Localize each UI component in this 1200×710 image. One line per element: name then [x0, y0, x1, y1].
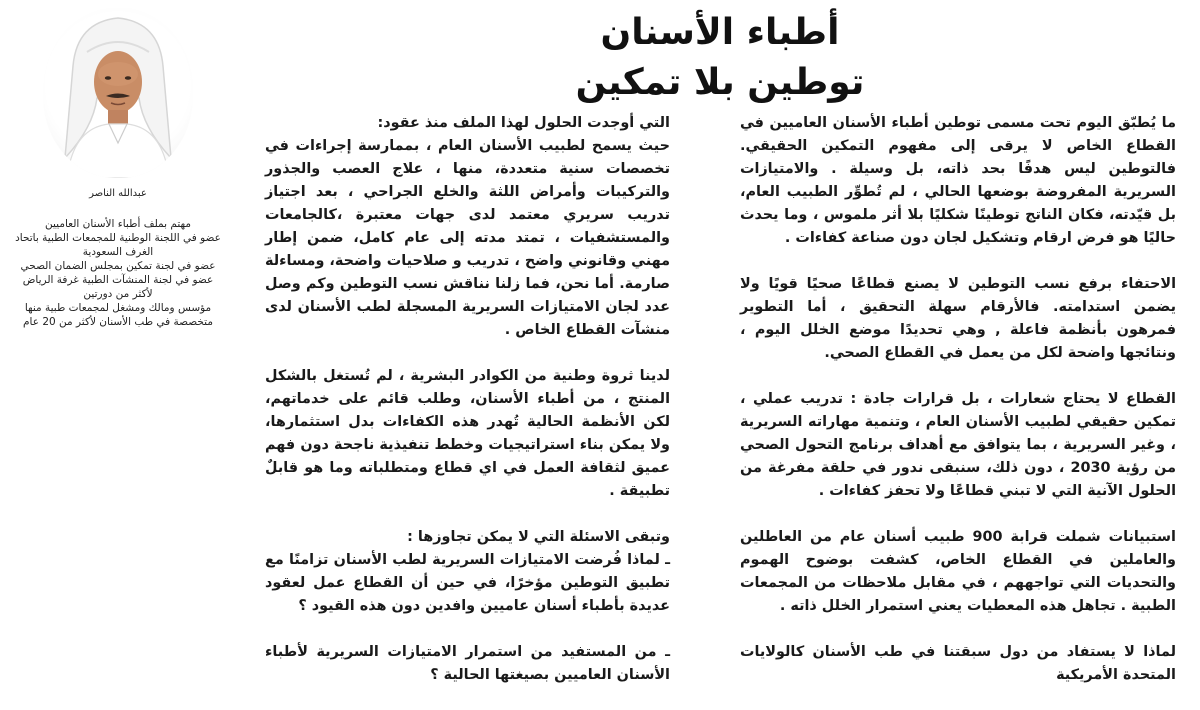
author-photo — [43, 8, 193, 178]
article-title — [440, 8, 1000, 108]
paragraph: القطاع لا يحتاج شعارات ، بل قرارات جادة : تدريب عملي ، تمكين حقيقي لطبيب الأسنان العام ، وتنمية مهاراته السريرية ، وغير السريرية ، بما يتوافق مع أهداف برنامج التحول الصحي من رؤية 2030 ، دون ذلك، سنبقى ندور في حلقة مفرغة من الحلول الآنية التي لا تبني قطاعًا ولا تحفز كفاءات . — [740, 391, 1176, 499]
paragraph: حيث يسمح لطبيب الأسنان العام ، بممارسة إجراءات في تخصصات سنية متعددة، منها ، علاج العصب والجذور والتركيبات وأمراض اللثة والخلع الجراحي ، بعد اجتياز تدريب سريري معتمد لدى جهات معتبرة ،كالجامعات والمستشفيات ، تمتد مدته إلى عام كامل، ضمن إطار مهني وقانوني واضح ، تدريب و صلاحيات واضحة، ومساءلة صارمة. أما نحن، فما زلنا نناقش نسب التوطين وكم وصل عدد لجان الامتيازات السريرية المسجلة لطب الأسنان لدى منشآت القطاع الخاص . — [265, 138, 670, 338]
author-portrait-icon — [43, 8, 193, 178]
author-bio-line: مهتم بملف أطباء الأسنان العاميين — [44, 218, 191, 230]
paragraph: لدينا ثروة وطنية من الكوادر البشرية ، لم تُستغل بالشكل المنتج ، من أطباء الأسنان، وطلب قائم على خدماتهم، لكن الأنظمة الحالية تُهدر هذه الكفاءات بدل استثمارها، ولا يمكن بناء استراتيجيات وخطط تنفيذية ناجحة دون فهم عميق لثقافة العمل في اي قطاع ومتطلباته وما هو قابلٌ تطبيقة . — [265, 368, 670, 499]
paragraph: لماذا لا يستفاد من دول سبقتنا في طب الأسنان كالولايات المتحدة الأمريكية — [740, 644, 1176, 683]
paragraph: الاحتفاء برفع نسب التوطين لا يصنع قطاعًا صحيًا قويًا ولا يضمن استدامته. فالأرقام سهلة التحقيق ، أما التطوير فمرهون بأنظمة فاعلة , وهي تحديدًا موضع الخلل اليوم ، ونتائجها واضحة لكل من يعمل في القطاع الصحي. — [740, 276, 1176, 361]
title-line-2: توطين بلا تمكين — [575, 62, 865, 103]
author-bio-line: عضو في اللجنة الوطنية للمجمعات الطبية باتحاد الغرف السعودية — [15, 232, 221, 258]
paragraph: استبيانات شملت قرابة 900 طبيب أسنان عام من العاطلين والعاملين في القطاع الخاص، كشفت بوضوح الهموم والتحديات التي تواجههم ، في مقابل ملاحظات من المجمعات الطبية . تجاهل هذه المعطيات يعني استمرار الخلل ذاته . — [740, 529, 1176, 614]
questions-list — [265, 549, 670, 687]
author-bio-line: مؤسس ومالك ومشغل لمجمعات طبية منها متخصصة في طب الأسنان لأكثر من 20 عام — [23, 302, 213, 328]
question-item: ـ لماذا فُرضت الامتيازات السريرية لطب الأسنان تزامنًا مع تطبيق التوطين مؤخرًا، في حين أن القطاع عمل لعقود عديدة بأطباء أسنان عاميين وافدين دون هذه القيود ؟ — [265, 552, 670, 614]
paragraph: ما يُطبّق اليوم تحت مسمى توطين أطباء الأسنان العاميين في القطاع الخاص لا يرقى إلى مفهوم التمكين الحقيقي. فالتوطين ليس هدفًا بحد ذاته، بل وسيلة . والامتيازات السريرية المفروضة بوضعها الحالي ، لم تُطوِّر الطبيب العام، بل قيّدته، فكان الناتج توطينًا شكليًا بلا أثر ملموس ، وما يحدث حاليًا هو فرض ارقام وتشكيل لجان دون صناعة كفاءات . — [740, 115, 1176, 246]
title-line-1: أطباء الأسنان — [600, 12, 840, 53]
question-item: ـ من المستفيد من استمرار الامتيازات السريرية لأطباء الأسنان العاميين بصيغتها الحالية ؟ — [265, 644, 670, 683]
author-box — [14, 8, 222, 329]
author-bio-line: عضو في لجنة تمكين بمجلس الضمان الصحي — [20, 260, 216, 272]
right-column — [740, 112, 1176, 710]
questions-heading: وتبقى الاسئلة التي لا يمكن تجاوزها : — [407, 529, 670, 545]
author-bio-line: عضو في لجنة المنشآت الطبية غرفة الرياض لأكثر من دورتين — [22, 274, 214, 300]
section-heading: التي أوجدت الحلول لهذا الملف منذ عقود: — [377, 115, 670, 131]
author-name: عبدالله الناصر — [89, 188, 147, 199]
middle-column — [265, 112, 670, 710]
